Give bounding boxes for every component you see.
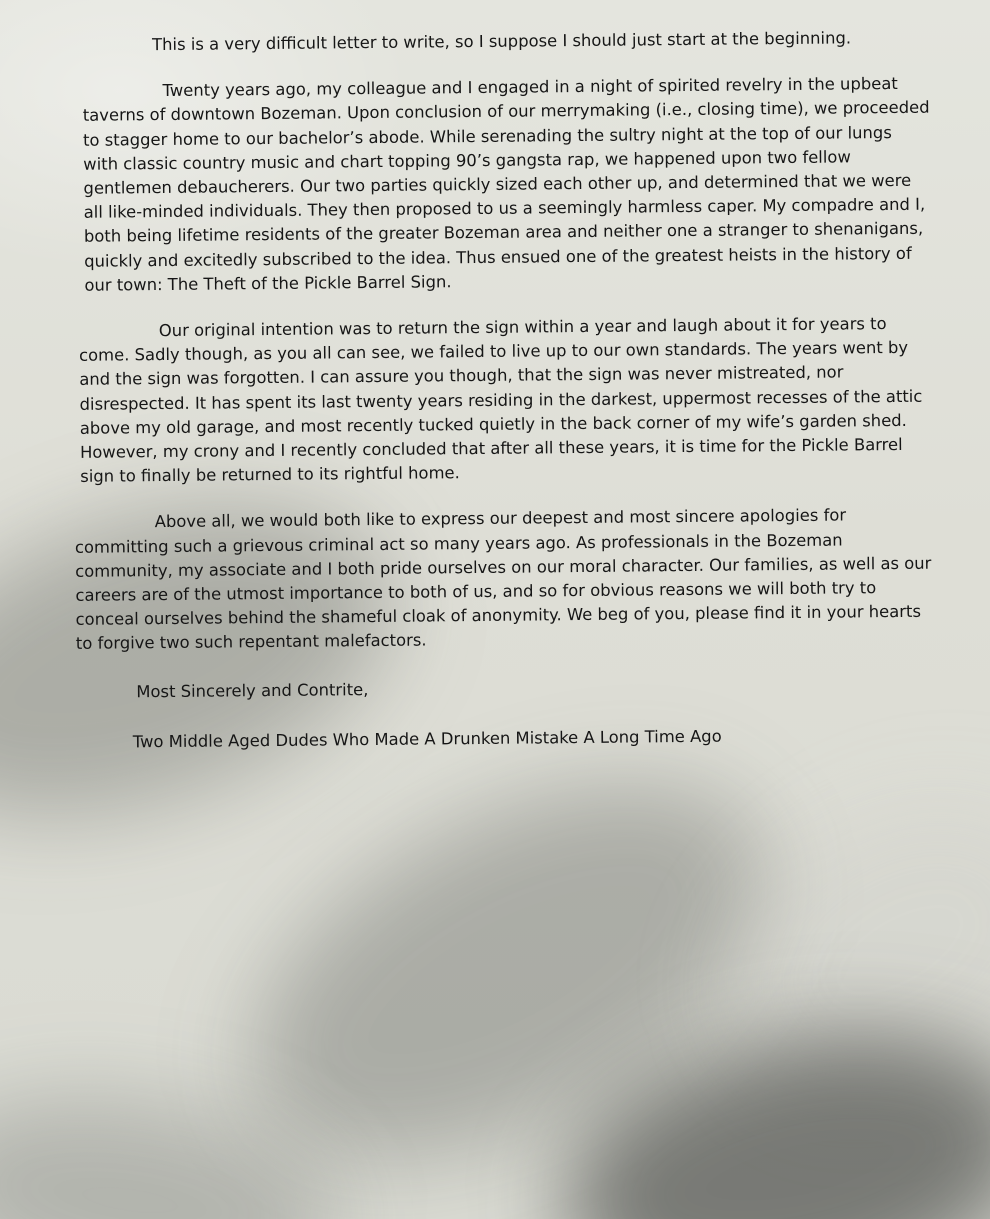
- letter-signature: Two Middle Aged Dudes Who Made A Drunken Mistake A Long Time Ago: [132, 726, 722, 752]
- letter-paragraph-2: Our original intention was to return the sign within a year and laugh about it for years to come. Sadly though, as you all can see, we failed to live up to our own standards. The years went by and the sign was forgotten. I can assure you though, that the sign was never mistreated, nor disrespected. It has spent its last twenty years residing in the darkest, uppermost recesses of the attic above my old garage, and most recently tucked quietly in the back corner of my wife’s garden shed. However, my crony and I recently concluded that after all these years, it is time for the Pickle Barrel sign to finally be returned to its rightful home.: [78, 314, 923, 487]
- light-patch: [679, 747, 990, 1152]
- letter-paragraph-3: Above all, we would both like to express our deepest and most sincere apologies for committing such a grievous criminal act so many years ago. As professionals in the Bozeman community, my associate and I both pride ourselves on our moral character. Our families, as well as our careers are of the utmost importance to both of us, and so for obvious reasons we will both try to conceal ourselves behind the shameful cloak of anonymity. We beg of you, please find it in your hearts to forgive two such repentant malefactors.: [74, 505, 932, 654]
- cast-shadow: [192, 706, 827, 1219]
- cast-shadow: [538, 993, 990, 1219]
- letter-closing: Most Sincerely and Contrite,: [136, 679, 369, 701]
- letter-body: [60, 26, 937, 755]
- cast-shadow: [0, 1072, 352, 1219]
- letter-paragraph-1: Twenty years ago, my colleague and I engaged in a night of spirited revelry in the upbeat taverns of downtown Bozeman. Upon conclusion of our merrymaking (i.e., closing time), we proceeded to stagger home to our bachelor’s abode. While serenading the sultry night at the top of our lungs with classic country music and chart topping 90’s gangsta rap, we happened upon two fellow gentlemen debaucherers. Our two parties quickly sized each other up, and determined that we were all like-minded individuals. They then proposed to us a seemingly harmless caper. My compadre and I, both being lifetime residents of the greater Bozeman area and neither one a stranger to shenanigans, quickly and excitedly subscribed to the idea. Thus ensued one of the greatest heists in the history of our town: The Theft of the Pickle Barrel Sign.: [82, 74, 930, 295]
- letter-opening: This is a very difficult letter to write, so I suppose I should just start at the beginning.: [152, 28, 852, 55]
